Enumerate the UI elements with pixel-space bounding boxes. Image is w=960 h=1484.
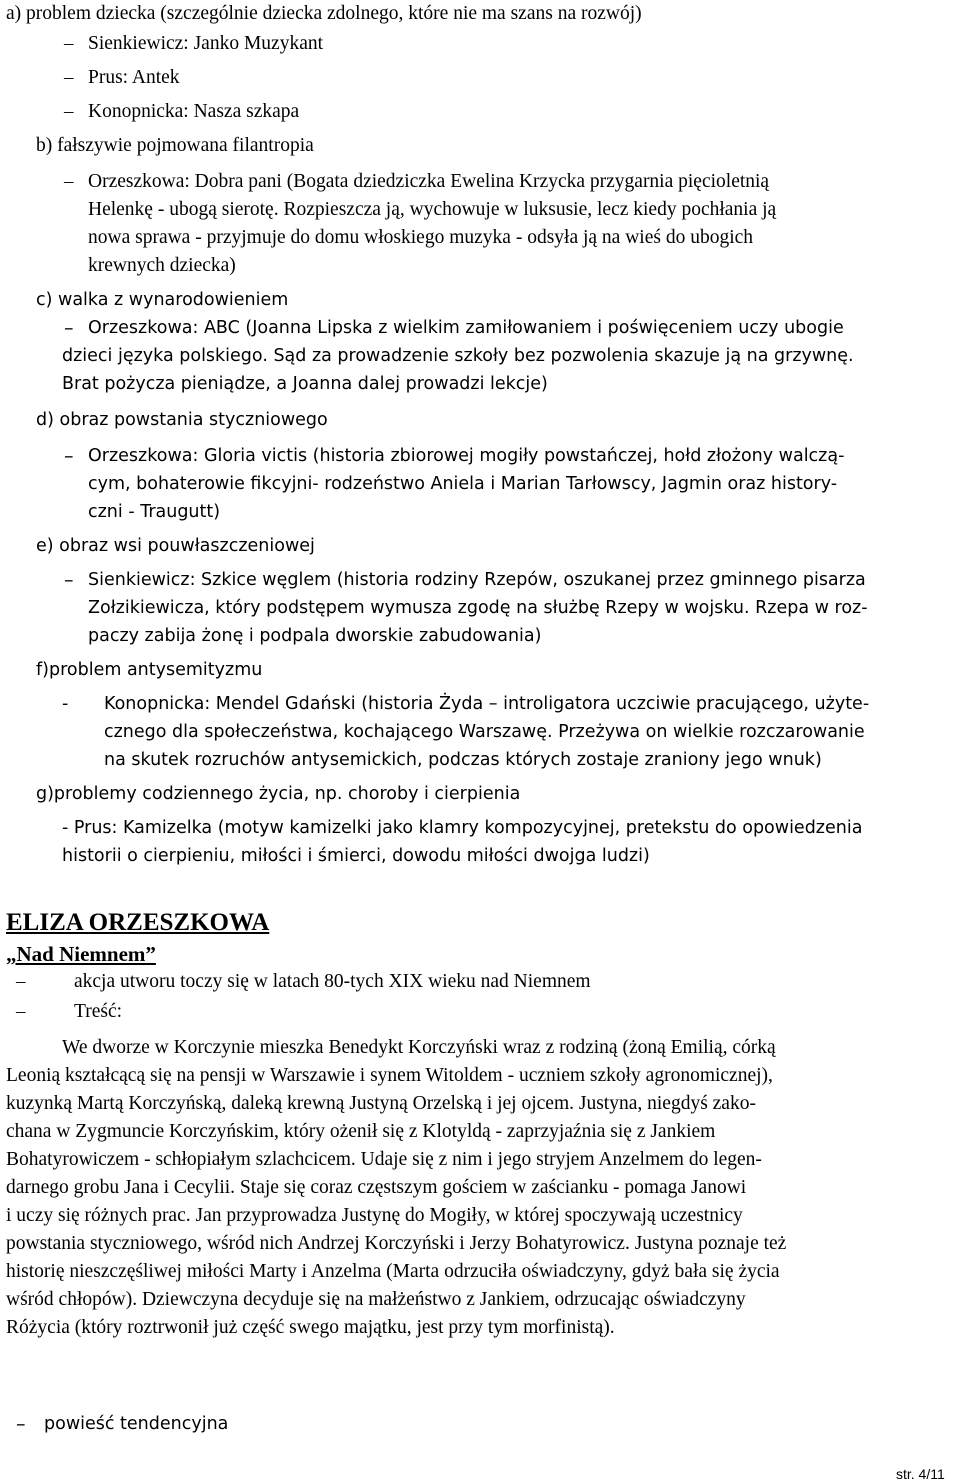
item-e-entry-line-3: paczy zabija żonę i podpala dworskie zabudowania): [88, 626, 542, 646]
dash-bullet: [64, 442, 74, 470]
item-b-heading: b) fałszywie pojmowana filantropia: [36, 135, 314, 156]
section-bullet-2: Treść:: [74, 1001, 123, 1022]
item-a-heading: a) problem dziecka (szczególnie dziecka zdolnego, które nie ma szans na rozwój): [6, 3, 642, 24]
item-c-entry-line-2: dzieci języka polskiego. Sąd za prowadzenie szkoły bez pozwolenia skazuje ją na grzywnę.: [62, 346, 854, 366]
dash-bullet: [64, 30, 74, 58]
dash-bullet: -: [62, 694, 69, 714]
paragraph-line: historię nieszczęśliwej miłości Marty i Anzelma (Marta odrzuciła oświadczyny, gdyż bała się życia: [6, 1261, 780, 1282]
paragraph-line: kuzynką Martą Korczyńską, daleką krewną Justyną Orzelską i jej ojcem. Justyna, niegdyś zako-: [6, 1093, 756, 1114]
dash-bullet: [64, 168, 74, 196]
item-b-entry-line-1: Orzeszkowa: Dobra pani (Bogata dziedziczka Ewelina Krzycka przygarnia pięcioletnią: [88, 171, 770, 192]
item-b-entry-line-2: Helenkę - ubogą sierotę. Rozpieszcza ją, wychowuje w luksusie, lecz kiedy pochłania ją: [88, 199, 777, 220]
paragraph-line: Bohatyrowiczem - schłopiałym szlachcicem. Udaje się z nim i jego stryjem Anzelmem do legen-: [6, 1149, 762, 1170]
item-f-entry-line-2: cznego dla społeczeństwa, kochającego Warszawę. Przeżywa on wielkie rozczarowanie: [104, 722, 865, 742]
paragraph-line: We dworze w Korczynie mieszka Benedykt Korczyński wraz z rodziną (żoną Emilią, córką: [62, 1037, 776, 1058]
section-author-heading: ELIZA ORZESZKOWA: [6, 909, 270, 936]
dash-bullet: [16, 998, 26, 1026]
dash-bullet: [16, 1410, 26, 1438]
item-f-heading: f)problem antysemityzmu: [36, 660, 263, 680]
item-b-entry-line-3: nowa sprawa - przyjmuje do domu włoskiego muzyka - odsyła ją na wieś do ubogich: [88, 227, 754, 248]
dash-bullet: [64, 64, 74, 92]
page-number: str. 4/11: [896, 1466, 945, 1482]
item-d-heading: d) obraz powstania styczniowego: [36, 410, 328, 430]
item-a-entry-1: Sienkiewicz: Janko Muzykant: [88, 33, 324, 54]
item-e-heading: e) obraz wsi pouwłaszczeniowej: [36, 536, 315, 556]
item-c-heading: c) walka z wynarodowieniem: [36, 290, 289, 310]
paragraph-line: Różycia (który roztrwonił już część swego majątku, jest przy tym morfinistą).: [6, 1317, 615, 1338]
item-e-entry-line-1: Sienkiewicz: Szkice węglem (historia rodziny Rzepów, oszukanej przez gminnego pisarza: [88, 570, 866, 590]
dash-bullet: [16, 968, 26, 996]
paragraph-line: powstania styczniowego, wśród nich Andrzej Korczyński i Jerzy Bohatyrowicz. Justyna poznaje też: [6, 1233, 787, 1254]
item-d-entry-line-2: cym, bohaterowie fikcyjni- rodzeństwo Aniela i Marian Tarłowscy, Jagmin oraz history-: [88, 474, 838, 494]
item-g-entry-line-2: historii o cierpieniu, miłości i śmierci, dowodu miłości dwojga ludzi): [62, 846, 650, 866]
item-d-entry-line-1: Orzeszkowa: Gloria victis (historia zbiorowej mogiły powstańczej, hołd złożony walczą-: [88, 446, 845, 466]
item-a-entry-3: Konopnicka: Nasza szkapa: [88, 101, 300, 122]
item-g-heading: g)problemy codziennego życia, np. choroby i cierpienia: [36, 784, 521, 804]
paragraph-line: darnego grobu Jana i Cecylii. Staje się coraz częstszym gościem w zaścianku - pomaga Janowi: [6, 1177, 747, 1198]
section-bullet-1: akcja utworu toczy się w latach 80-tych XIX wieku nad Niemnem: [74, 971, 591, 992]
last-bullet: powieść tendencyjna: [44, 1414, 229, 1434]
item-c-entry-line-3: Brat pożycza pieniądze, a Joanna dalej prowadzi lekcje): [62, 374, 548, 394]
item-f-entry-line-1: Konopnicka: Mendel Gdański (historia Żyda – introligatora uczciwie pracującego, użyte-: [104, 694, 870, 714]
paragraph-line: Leonią kształcącą się na pensji w Warszawie i synem Witoldem - uczniem szkoły agronomicznej),: [6, 1065, 773, 1086]
item-d-entry-line-3: czni - Traugutt): [88, 502, 221, 522]
dash-bullet: [64, 314, 74, 342]
section-title: „Nad Niemnem”: [6, 942, 156, 966]
paragraph-line: wśród chłopów). Dziewczyna decyduje się na małżeństwo z Jankiem, odrzucając oświadczyny: [6, 1289, 746, 1310]
item-e-entry-line-2: Zołzikiewicza, który podstępem wymusza zgodę na służbę Rzepy w wojsku. Rzepa w roz-: [88, 598, 868, 618]
item-g-entry-line-1: - Prus: Kamizelka (motyw kamizelki jako klamry kompozycyjnej, pretekstu do opowiedzenia: [62, 818, 863, 838]
paragraph-line: chana w Zygmuncie Korczyńskim, który ożenił się z Klotyldą - zaprzyjaźnia się z Jankiem: [6, 1121, 716, 1142]
dash-bullet: [64, 566, 74, 594]
item-c-entry-line-1: Orzeszkowa: ABC (Joanna Lipska z wielkim zamiłowaniem i poświęceniem uczy ubogie: [88, 318, 844, 338]
dash-bullet: [64, 98, 74, 126]
item-a-entry-2: Prus: Antek: [88, 67, 180, 88]
item-f-entry-line-3: na skutek rozruchów antysemickich, podczas których zostaje zraniony jego wnuk): [104, 750, 822, 770]
paragraph-line: i uczy się różnych prac. Jan przyprowadza Justynę do Mogiły, w której spoczywają uczestnicy: [6, 1205, 743, 1226]
item-b-entry-line-4: krewnych dziecka): [88, 255, 236, 276]
